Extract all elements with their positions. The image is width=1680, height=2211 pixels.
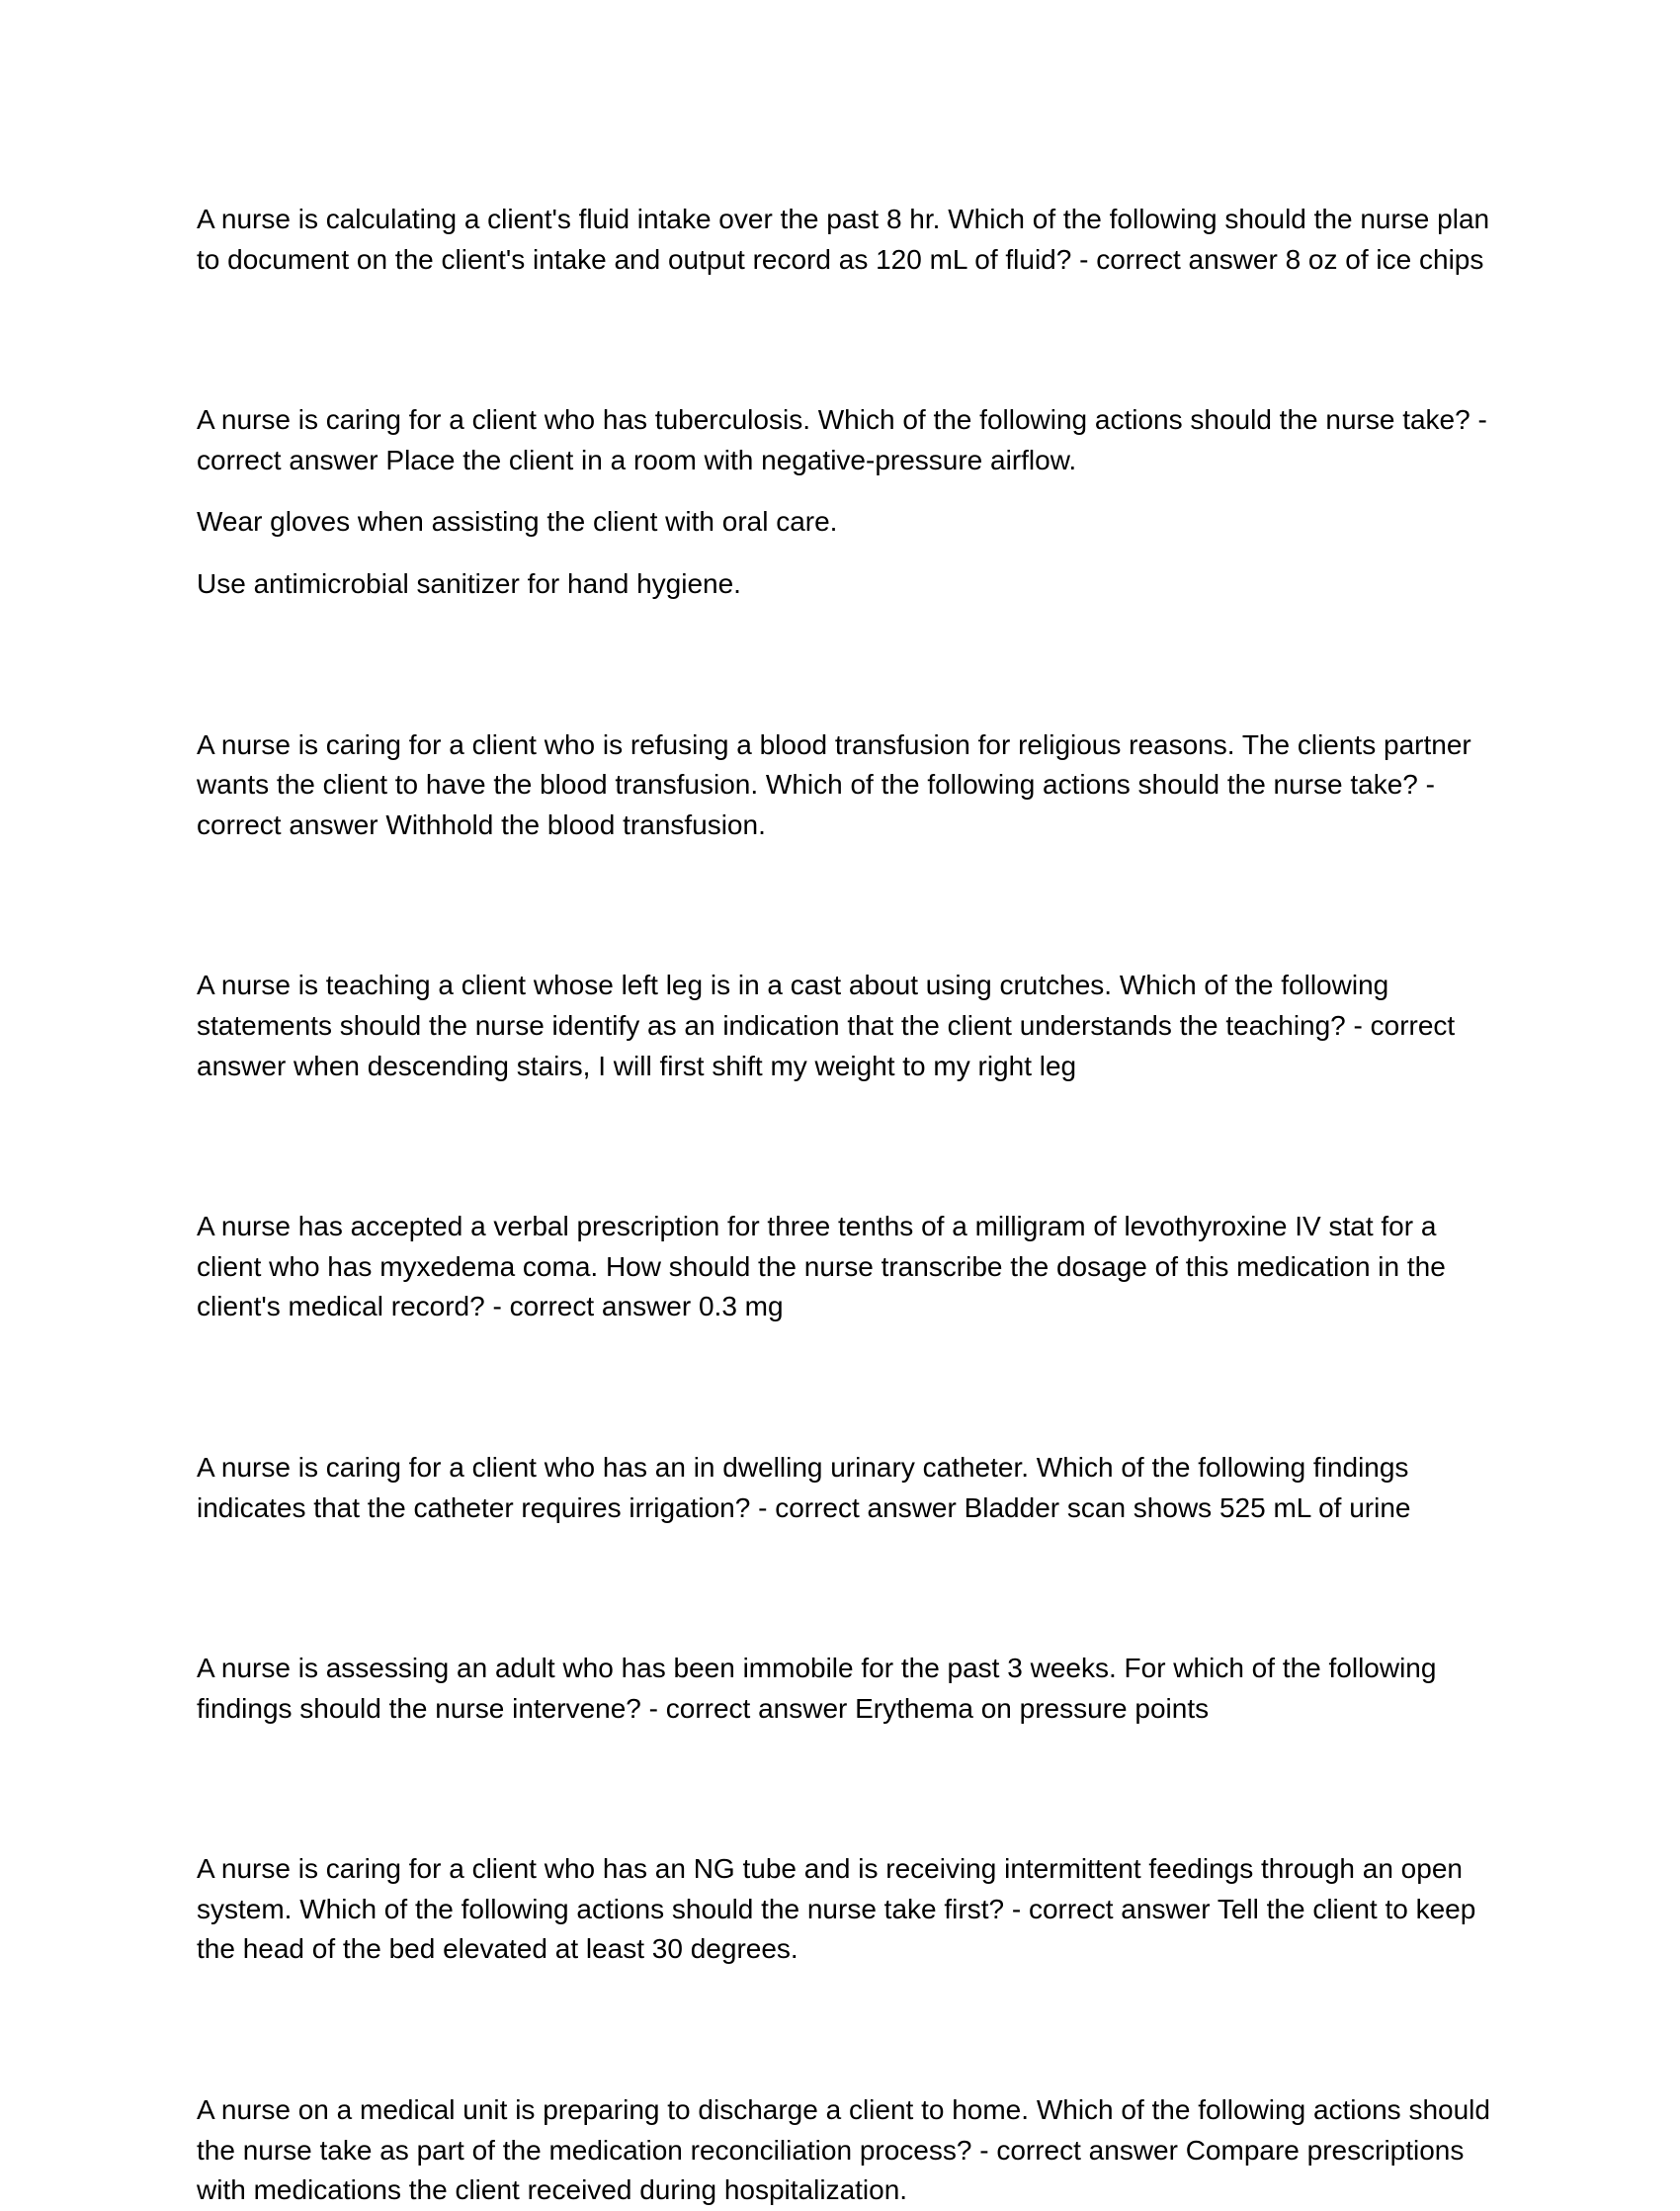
qa-text: A nurse on a medical unit is preparing to discharge a client to home. Which of the following actions should the nurse take as part of the medication reconciliation process? - correct answer Compare prescriptions with medications the client received during hospitalization. [197,2094,1490,2206]
qa-item-8 [197,1849,1491,1970]
qa-item-7 [197,1649,1491,1729]
qa-text: A nurse is caring for a client who has tuberculosis. Which of the following actions should the nurse take? - correct answer Place the client in a room with negative-pressure airflow. [197,404,1487,475]
qa-item-1 [197,200,1491,280]
qa-item-6 [197,1448,1491,1528]
qa-item-4 [197,966,1491,1086]
qa-extra-answer: Wear gloves when assisting the client with oral care. [197,506,838,538]
qa-item-9 [197,2090,1491,2211]
qa-extra-answer: Use antimicrobial sanitizer for hand hygiene. [197,567,741,599]
qa-text: A nurse is teaching a client whose left leg is in a cast about using crutches. Which of the following statements should the nurse identify as an indication that the client understands the teaching? - correct answer when descending stairs, I will first shift my weight to my right leg [197,970,1456,1081]
qa-text: A nurse is caring for a client who is refusing a blood transfusion for religious reasons. The clients partner wants the client to have the blood transfusion. Which of the following actions should the nurse take? - correct answer Withhold the blood transfusion. [197,728,1471,840]
qa-item-5 [197,1207,1491,1327]
qa-text: A nurse is caring for a client who has an NG tube and is receiving intermittent feedings through an open system. Which of the following actions should the nurse take first? - correct answer Tell the client to keep the head of the bed elevated at least 30 degrees. [197,1853,1476,1965]
qa-text: A nurse is calculating a client's fluid intake over the past 8 hr. Which of the following should the nurse plan to document on the client's intake and output record as 120 mL of fluid? - correct answer 8 oz of ice chips [197,204,1490,275]
qa-text: A nurse is assessing an adult who has been immobile for the past 3 weeks. For which of the following findings should the nurse intervene? - correct answer Erythema on pressure points [197,1653,1437,1724]
qa-text: A nurse has accepted a verbal prescription for three tenths of a milligram of levothyroxine IV stat for a client who has myxedema coma. How should the nurse transcribe the dosage of this medication in the client's medical record? - correct answer 0.3 mg [197,1211,1446,1322]
qa-item-3 [197,725,1491,846]
document-page [197,200,1491,2211]
qa-text: A nurse is caring for a client who has an in dwelling urinary catheter. Which of the following findings indicates that the catheter requires irrigation? - correct answer Bladder scan shows 525 mL of urine [197,1451,1411,1523]
qa-item-2 [197,400,1491,604]
